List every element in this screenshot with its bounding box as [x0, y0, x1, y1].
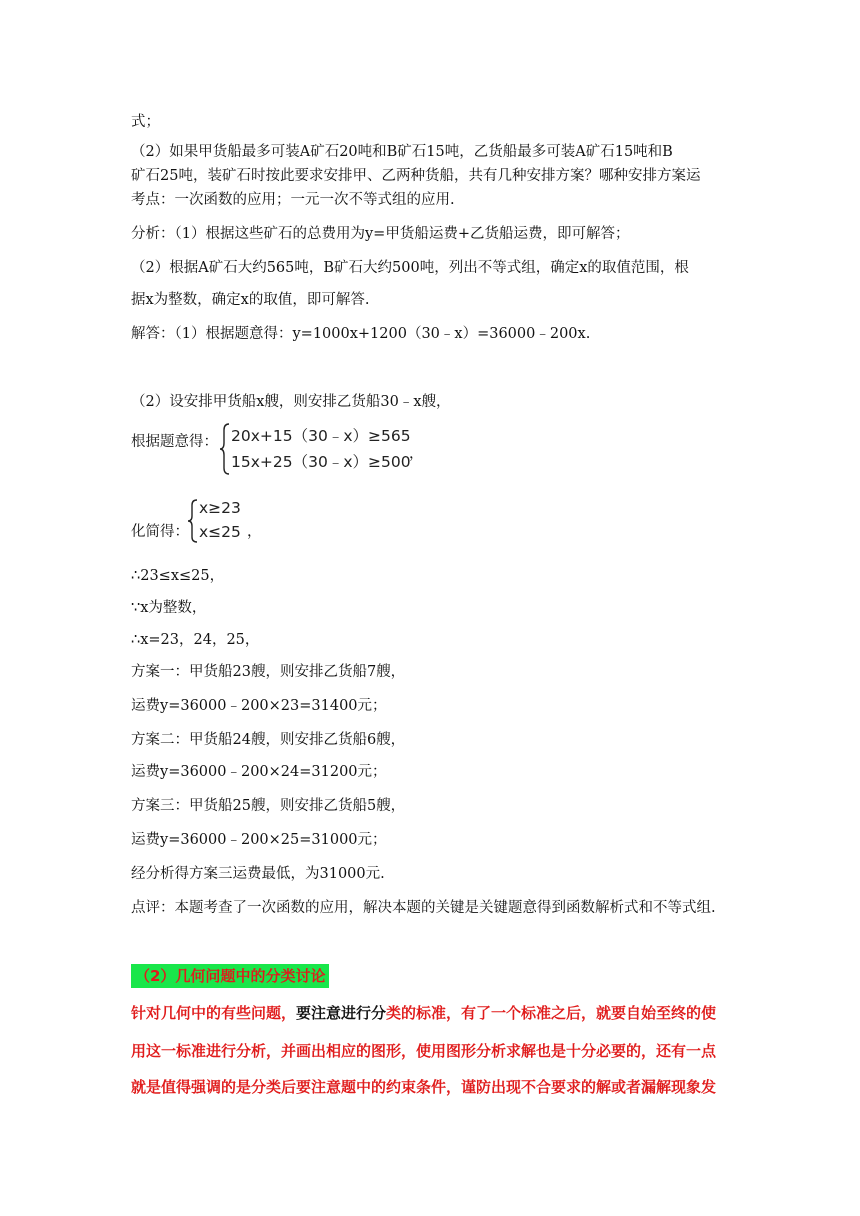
system-label: 根据题意得： [131, 434, 218, 450]
key-points-line: 考点：一次函数的应用；一元一次不等式组的应用. [131, 192, 455, 208]
inequality-system-2 [131, 496, 271, 546]
paragraph-segment: 类的标准，有了一个标准之后，就要自始至终的使 [386, 1004, 717, 1022]
system-label: 化简得： [131, 524, 189, 540]
inequality-2: 15x+25（30﹣x）≥500 [231, 453, 411, 471]
analysis-line-3: 据x为整数，确定x的取值，即可解答. [131, 292, 370, 308]
integer-line: ∵x为整数， [131, 600, 207, 616]
inequality-2: x≤25 [199, 523, 241, 541]
analysis-line-2: （2）根据A矿石大约565吨，B矿石大约500吨，列出不等式组，确定x的取值范围，根 [131, 260, 689, 276]
plan-2-cost-line: 运费y=36000﹣200×24=31200元； [131, 764, 387, 780]
inequality-system-1 [131, 422, 431, 478]
answer-line-1: 解答：（1）根据题意得：y=1000x+1200（30﹣x）=36000﹣200x. [131, 326, 591, 342]
answer-line-2: （2）设安排甲货船x艘，则安排乙货船30﹣x艘， [131, 394, 451, 410]
left-brace-icon [187, 498, 199, 544]
comment-line: 点评：本题考查了一次函数的应用，解决本题的关键是关键题意得到函数解析式和不等式组. [131, 900, 716, 916]
section-paragraph-line-2: 用这一标准进行分析，并画出相应的图形，使用图形分析求解也是十分必要的，还有一点 [131, 1042, 717, 1060]
paragraph-emphasis: 要注意进行分 [296, 1004, 387, 1022]
section-paragraph-line-1 [131, 1002, 741, 1024]
system-suffix: ， [247, 524, 262, 540]
text-line: 式； [131, 114, 160, 130]
question-part-2-line-1: （2）如果甲货船最多可装A矿石20吨和B矿石15吨，乙货船最多可装A矿石15吨和B [131, 144, 673, 160]
plan-3-line: 方案三：甲货船25艘，则安排乙货船5艘， [131, 798, 406, 814]
plan-1-line: 方案一：甲货船23艘，则安排乙货船7艘， [131, 664, 406, 680]
analysis-line-1: 分析：（1）根据这些矿石的总费用为y=甲货船运费+乙货船运费，即可解答； [131, 226, 630, 242]
range-line: ∴23≤x≤25， [131, 568, 225, 584]
inequality-1: 20x+15（30﹣x）≥565 [231, 427, 411, 445]
section-paragraph-line-3: 就是值得强调的是分类后要注意题中的约束条件，谨防出现不合要求的解或者漏解现象发 [131, 1078, 717, 1096]
plan-3-cost-line: 运费y=36000﹣200×25=31000元； [131, 832, 387, 848]
section-heading: （2）几何问题中的分类讨论 [131, 964, 329, 988]
paragraph-segment: 针对几何中的有些问题， [131, 1004, 297, 1022]
values-line: ∴x=23，24，25， [131, 632, 260, 648]
conclusion-line: 经分析得方案三运费最低，为31000元. [131, 866, 385, 882]
system-suffix: ， [409, 446, 424, 462]
inequality-1: x≥23 [199, 499, 241, 517]
plan-1-cost-line: 运费y=36000﹣200×23=31400元； [131, 698, 387, 714]
left-brace-icon [219, 422, 231, 476]
question-part-2-line-2: 矿石25吨，装矿石时按此要求安排甲、乙两种货船，共有几种安排方案？哪种安排方案运 [131, 168, 701, 184]
plan-2-line: 方案二：甲货船24艘，则安排乙货船6艘， [131, 732, 406, 748]
